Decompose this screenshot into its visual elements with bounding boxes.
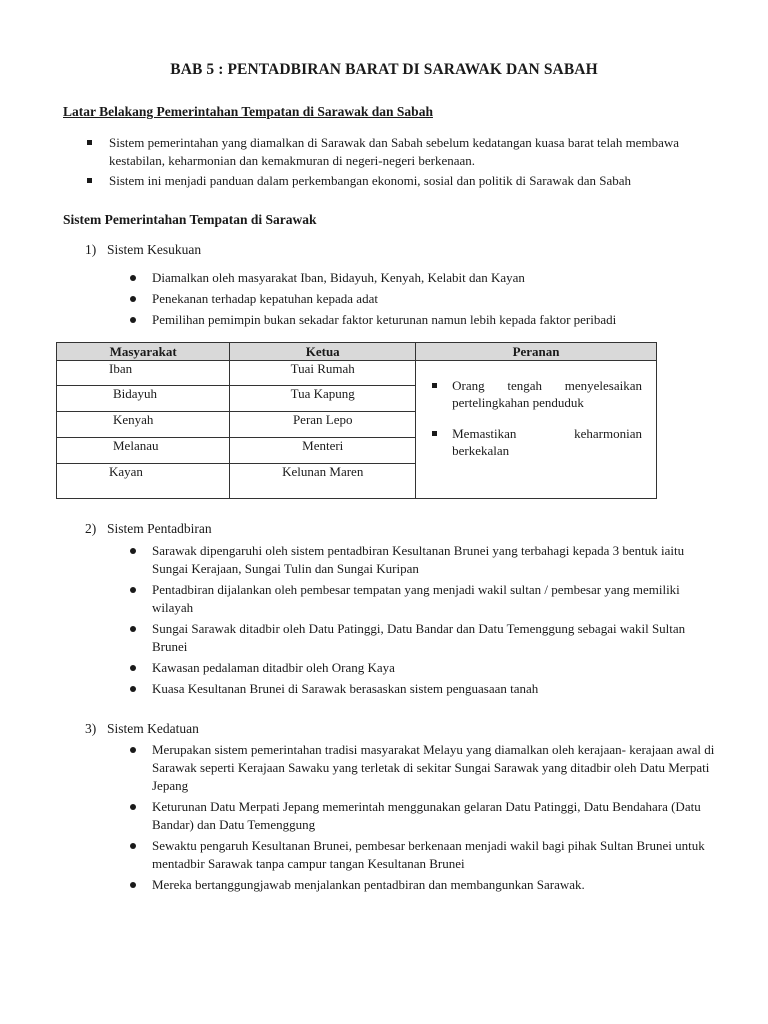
table-cell-masyarakat: Iban <box>57 361 230 386</box>
section-heading-sistem-pemerintahan: Sistem Pemerintahan Tempatan di Sarawak <box>63 212 317 227</box>
table-cell-ketua: Tua Kapung <box>230 386 416 412</box>
list-item: Sarawak dipengaruhi oleh sistem pentadbiran Kesultanan Brunei yang terbahagi kepada 3 bentuk iaitu Sungai Kerajaan, Sungai Tulin dan Sungai Kuripan <box>128 542 718 578</box>
list-item: Pemilihan pemimpin bukan sekadar faktor keturunan namun lebih kepada faktor peribadi <box>128 311 718 329</box>
numbered-heading-kedatuan: 3) Sistem Kedatuan <box>85 721 199 736</box>
list-item: Sistem pemerintahan yang diamalkan di Sarawak dan Sabah sebelum kedatangan kuasa barat telah membawa kestabilan, keharmonian dan kemakmuran di negeri-negeri berkenaan. <box>85 134 695 170</box>
list-item: Keturunan Datu Merpati Jepang memerintah menggunakan gelaran Datu Patinggi, Datu Bendahara (Datu Bandar) dan Datu Temenggung <box>128 798 718 834</box>
table-cell-ketua: Menteri <box>230 438 416 464</box>
list-item: Merupakan sistem pemerintahan tradisi masyarakat Melayu yang diamalkan oleh kerajaan- kerajaan awal di Sarawak seperti Kerajaan Sawaku yang terletak di sekitar Sungai Sarawak yang ditadbir oleh Datu Merpati Jepang <box>128 741 718 795</box>
kesukuan-list <box>128 269 718 332</box>
latar-belakang-list <box>85 134 695 192</box>
list-item: Diamalkan oleh masyarakat Iban, Bidayuh, Kenyah, Kelabit dan Kayan <box>128 269 718 287</box>
square-bullet-icon <box>432 383 437 388</box>
round-bullet-icon <box>130 843 136 849</box>
round-bullet-icon <box>130 747 136 753</box>
round-bullet-icon <box>130 804 136 810</box>
round-bullet-icon <box>130 626 136 632</box>
round-bullet-icon <box>130 275 136 281</box>
list-item: Sungai Sarawak ditadbir oleh Datu Patinggi, Datu Bandar dan Datu Temenggung sebagai wakil Sultan Brunei <box>128 620 718 656</box>
table-cell-masyarakat: Kenyah <box>57 412 230 438</box>
list-item: Kuasa Kesultanan Brunei di Sarawak berasaskan sistem penguasaan tanah <box>128 680 718 698</box>
table-cell-ketua: Peran Lepo <box>230 412 416 438</box>
square-bullet-icon <box>432 431 437 436</box>
square-bullet-icon <box>87 140 92 145</box>
kedatuan-list <box>128 741 718 897</box>
list-item: Orang tengah menyelesaikan pertelingkahan penduduk <box>430 377 642 411</box>
ketua-masyarakat-table <box>56 342 657 499</box>
list-item: Pentadbiran dijalankan oleh pembesar tempatan yang menjadi wakil sultan / pembesar yang memiliki wilayah <box>128 581 718 617</box>
list-item: Mereka bertanggungjawab menjalankan pentadbiran dan membangunkan Sarawak. <box>128 876 718 894</box>
table-cell-ketua: Tuai Rumah <box>230 361 416 386</box>
peranan-list <box>416 361 656 459</box>
list-item: Sewaktu pengaruh Kesultanan Brunei, pembesar berkenaan menjadi wakil bagi pihak Sultan Brunei untuk mentadbir Sarawak tanpa campur tangan Kesultanan Brunei <box>128 837 718 873</box>
table-cell-masyarakat: Bidayuh <box>57 386 230 412</box>
table-header-ketua: Ketua <box>230 343 416 361</box>
table-cell-peranan <box>416 361 657 499</box>
page-title: BAB 5 : PENTADBIRAN BARAT DI SARAWAK DAN SABAH <box>170 61 598 78</box>
list-item: Sistem ini menjadi panduan dalam perkembangan ekonomi, sosial dan politik di Sarawak dan Sabah <box>85 172 695 190</box>
round-bullet-icon <box>130 296 136 302</box>
table-cell-masyarakat: Melanau <box>57 438 230 464</box>
section-heading-latar-belakang: Latar Belakang Pemerintahan Tempatan di Sarawak dan Sabah <box>63 104 433 119</box>
round-bullet-icon <box>130 686 136 692</box>
round-bullet-icon <box>130 548 136 554</box>
square-bullet-icon <box>87 178 92 183</box>
numbered-heading-kesukuan: 1) Sistem Kesukuan <box>85 242 202 257</box>
round-bullet-icon <box>130 317 136 323</box>
table-header-peranan: Peranan <box>416 343 657 361</box>
round-bullet-icon <box>130 587 136 593</box>
list-item: Memastikan keharmonian berkekalan <box>430 425 642 459</box>
numbered-heading-pentadbiran: 2) Sistem Pentadbiran <box>85 521 212 536</box>
round-bullet-icon <box>130 665 136 671</box>
list-item: Penekanan terhadap kepatuhan kepada adat <box>128 290 718 308</box>
table-cell-masyarakat: Kayan <box>57 464 230 499</box>
round-bullet-icon <box>130 882 136 888</box>
pentadbiran-list <box>128 542 718 701</box>
table-cell-ketua: Kelunan Maren <box>230 464 416 499</box>
table-row <box>57 361 657 386</box>
list-item: Kawasan pedalaman ditadbir oleh Orang Kaya <box>128 659 718 677</box>
table-header-masyarakat: Masyarakat <box>57 343 230 361</box>
